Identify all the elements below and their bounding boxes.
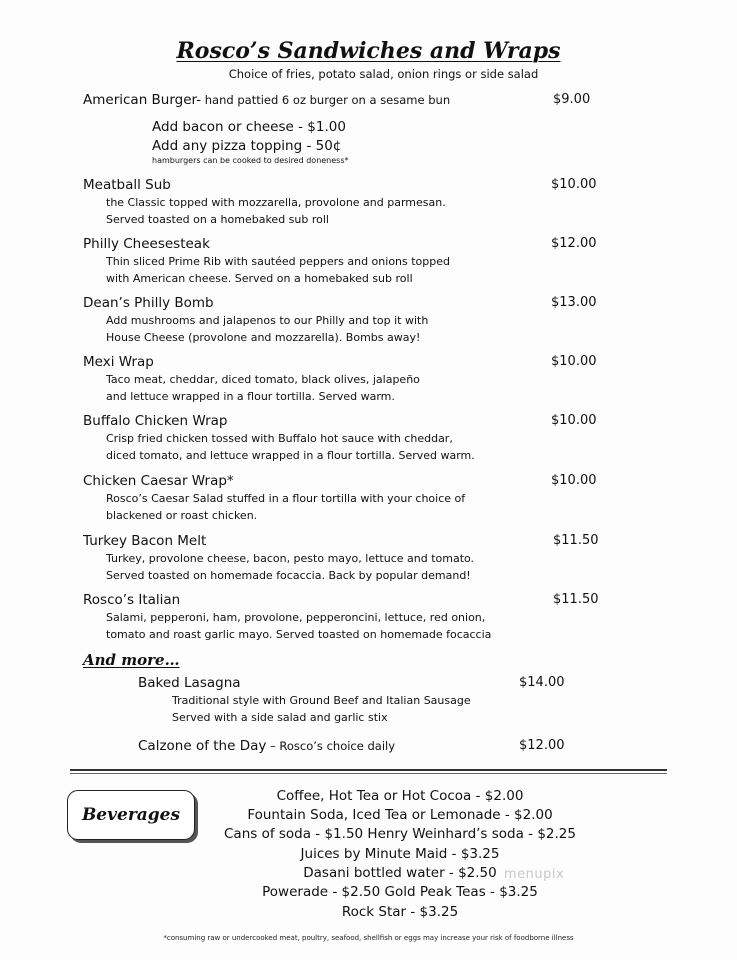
- item-price: $13.00: [551, 295, 597, 310]
- item-name: Dean’s Philly Bomb: [83, 295, 214, 311]
- item-name: Mexi Wrap: [83, 354, 154, 370]
- menu-subtitle: Choice of fries, potato salad, onion rings or side salad: [228, 67, 539, 81]
- beverage-line: Dasani bottled water - $2.50: [303, 865, 497, 881]
- menu-item-turkey-bacon-melt: [83, 532, 603, 584]
- item-name: Philly Cheesesteak: [83, 236, 210, 252]
- burger-addon: Add any pizza topping - 50¢: [152, 138, 342, 154]
- beverage-line: Juices by Minute Maid - $3.25: [300, 846, 500, 862]
- item-desc-line: Served toasted on homemade focaccia. Back by popular demand!: [106, 569, 471, 582]
- item-price: $10.00: [551, 177, 597, 192]
- item-desc-line: Traditional style with Ground Beef and Italian Sausage: [172, 694, 471, 707]
- item-desc-line: Add mushrooms and jalapenos to our Philly and top it with: [106, 314, 429, 327]
- menu-item-philly-bomb: [83, 294, 603, 346]
- burger-addon: Add bacon or cheese - $1.00: [152, 119, 346, 135]
- item-price: $10.00: [551, 473, 597, 488]
- beverages-heading: Beverages: [81, 805, 181, 825]
- beverage-line: Powerade - $2.50 Gold Peak Teas - $3.25: [262, 884, 538, 900]
- menu-item-meatball-sub: [83, 176, 603, 228]
- item-desc-line: Salami, pepperoni, ham, provolone, pepperoncini, lettuce, red onion,: [106, 611, 486, 624]
- item-desc-line: Served toasted on a homebaked sub roll: [106, 213, 329, 226]
- item-name: Meatball Sub: [83, 177, 171, 193]
- item-price: $11.50: [553, 533, 599, 548]
- item-desc-line: House Cheese (provolone and mozzarella). Bombs away!: [106, 331, 421, 344]
- menu-item-philly-cheesesteak: [83, 235, 603, 287]
- item-inline-desc: – Rosco’s choice daily: [266, 739, 396, 753]
- item-desc-line: Rosco’s Caesar Salad stuffed in a flour tortilla with your choice of: [106, 492, 466, 505]
- item-price: $11.50: [553, 592, 599, 607]
- menu-item-buffalo-chicken-wrap: [83, 412, 603, 464]
- item-desc-line: Crisp fried chicken tossed with Buffalo hot sauce with cheddar,: [106, 432, 453, 445]
- item-desc-line: diced tomato, and lettuce wrapped in a flour tortilla. Served warm.: [106, 449, 475, 462]
- item-name: Chicken Caesar Wrap*: [83, 473, 234, 489]
- item-price: $12.00: [551, 236, 597, 251]
- item-desc-line: and lettuce wrapped in a flour tortilla. Served warm.: [106, 390, 395, 403]
- item-desc-line: the Classic topped with mozzarella, provolone and parmesan.: [106, 196, 446, 209]
- item-name: Buffalo Chicken Wrap: [83, 413, 228, 429]
- item-desc-line: Thin sliced Prime Rib with sautéed peppers and onions topped: [106, 255, 451, 268]
- item-price: $12.00: [519, 738, 565, 753]
- item-inline-desc: hand pattied 6 oz burger on a sesame bun: [201, 93, 451, 107]
- menu-item-calzone: [138, 737, 518, 755]
- item-price: $10.00: [551, 413, 597, 428]
- item-name: Turkey Bacon Melt: [83, 533, 207, 549]
- item-desc-line: blackened or roast chicken.: [106, 509, 258, 522]
- menu-item-chicken-caesar-wrap: [83, 472, 603, 524]
- foodborne-disclaimer: *consuming raw or undercooked meat, poultry, seafood, shellfish or eggs may increase your risk of foodborne illness: [163, 934, 574, 942]
- menupix-watermark: menupix: [504, 867, 565, 882]
- menu-item-baked-lasagna: [138, 674, 518, 726]
- beverage-line: Rock Star - $3.25: [341, 904, 459, 920]
- item-name: American Burger-: [83, 92, 202, 108]
- and-more-heading: And more…: [83, 651, 180, 669]
- menu-item-american-burger: [83, 91, 603, 109]
- item-name: Calzone of the Day: [138, 738, 267, 754]
- item-price: $9.00: [553, 92, 591, 107]
- item-desc-line: Taco meat, cheddar, diced tomato, black olives, jalapeño: [106, 373, 420, 386]
- item-desc-line: with American cheese. Served on a homebaked sub roll: [106, 272, 413, 285]
- item-desc-line: tomato and roast garlic mayo. Served toasted on homemade focaccia: [106, 628, 492, 641]
- item-name: Rosco’s Italian: [83, 592, 181, 608]
- menu-item-mexi-wrap: [83, 353, 603, 405]
- item-desc-line: Served with a side salad and garlic stix: [172, 711, 388, 724]
- item-name: Baked Lasagna: [138, 675, 241, 691]
- menu-title: Rosco’s Sandwiches and Wraps: [176, 38, 561, 64]
- beverage-line: Coffee, Hot Tea or Hot Cocoa - $2.00: [276, 788, 524, 804]
- beverage-line: Cans of soda - $1.50 Henry Weinhard’s soda - $2.25: [224, 826, 576, 842]
- beverage-line: Fountain Soda, Iced Tea or Lemonade - $2.00: [247, 807, 553, 823]
- section-divider: [70, 769, 667, 774]
- burger-note: hamburgers can be cooked to desired doneness*: [152, 156, 349, 165]
- item-price: $10.00: [551, 354, 597, 369]
- item-price: $14.00: [519, 675, 565, 690]
- item-desc-line: Turkey, provolone cheese, bacon, pesto mayo, lettuce and tomato.: [106, 552, 475, 565]
- menu-item-roscos-italian: [83, 591, 603, 643]
